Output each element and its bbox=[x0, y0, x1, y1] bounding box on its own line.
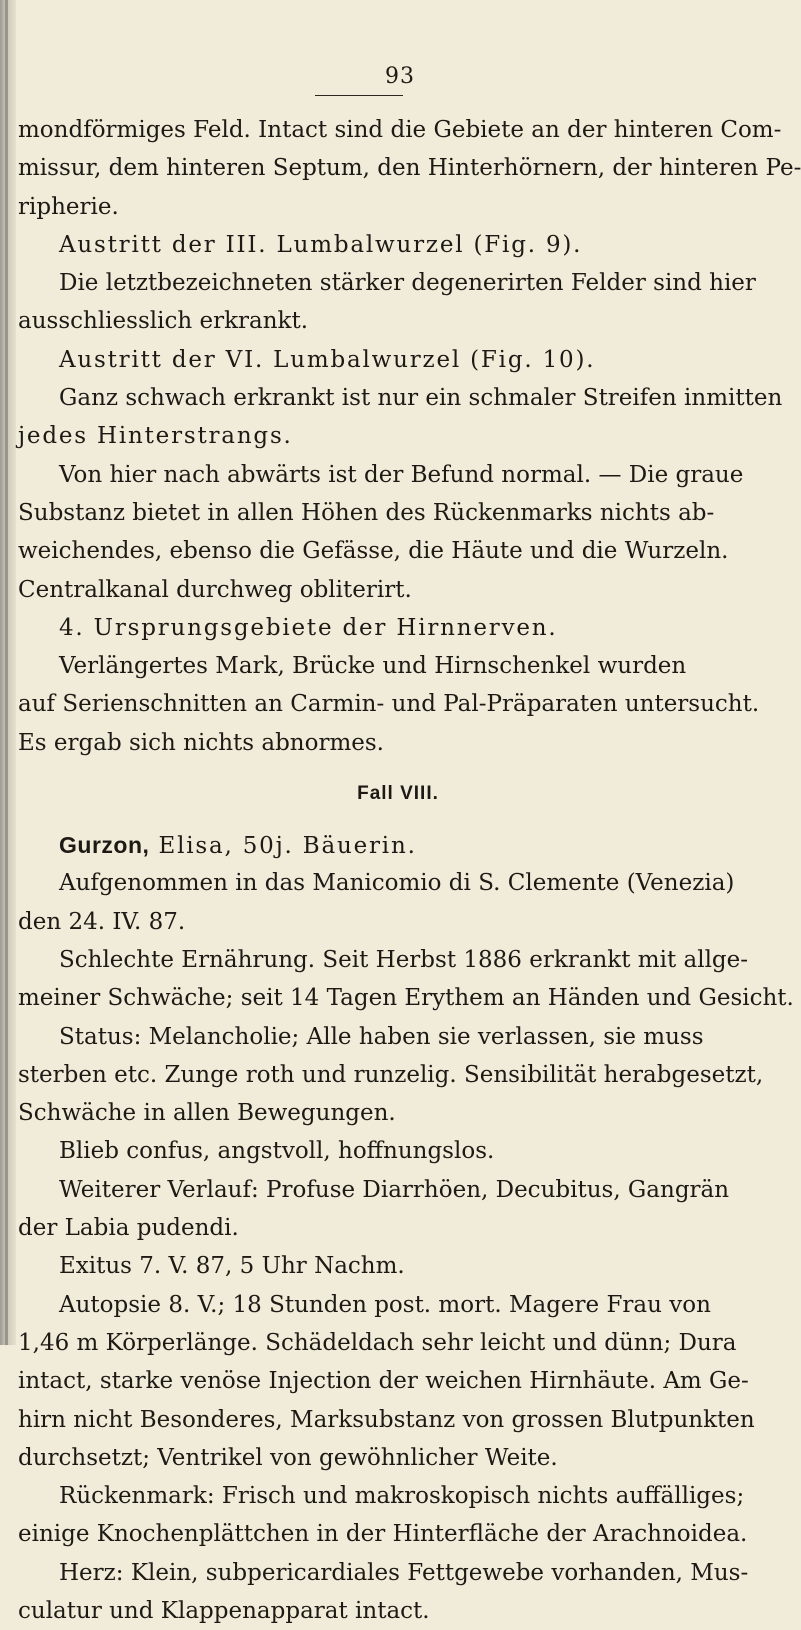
text-line: Blieb confus, angstvoll, hoffnungslos. bbox=[59, 1138, 495, 1165]
patient-name: Gurzon, bbox=[59, 832, 150, 859]
text-line: Schlechte Ernährung. Seit Herbst 1886 erkrankt mit allge- bbox=[59, 946, 749, 973]
text-line: mondförmiges Feld. Intact sind die Gebiete an der hinteren Com- bbox=[18, 117, 782, 143]
text-line: 4. Ursprungsgebiete der Hirnnerven. bbox=[59, 614, 558, 641]
patient-details: Elisa, 50j. Bäuerin. bbox=[149, 833, 417, 860]
text-line: Ganz schwach erkrankt ist nur ein schmaler Streifen inmitten bbox=[59, 385, 783, 412]
text-line: Schwäche in allen Bewegungen. bbox=[18, 1100, 396, 1127]
text-line: den 24. IV. 87. bbox=[18, 908, 186, 935]
text-line: Es ergab sich nichts abnormes. bbox=[18, 729, 384, 756]
text-line: missur, dem hinteren Septum, den Hinterhörnern, der hinteren Pe- bbox=[18, 155, 801, 182]
text-line: Status: Melancholie; Alle haben sie verlassen, sie muss bbox=[59, 1023, 704, 1050]
text-line: weichendes, ebenso die Gefässe, die Häute und die Wurzeln. bbox=[18, 538, 729, 565]
binding-shadow-line bbox=[5, 0, 8, 1345]
section-gap bbox=[18, 814, 778, 826]
patient-line bbox=[18, 826, 778, 864]
text-line: meiner Schwäche; seit 14 Tagen Erythem an Händen und Gesicht. bbox=[18, 985, 794, 1012]
text-line: Verlängertes Mark, Brücke und Hirnschenkel wurden bbox=[59, 653, 687, 680]
section-heading: Fall VIII. bbox=[357, 783, 439, 805]
text-line: Aufgenommen in das Manicomio di S. Clemente (Venezia) bbox=[59, 870, 735, 897]
text-line: durchsetzt; Ventrikel von gewöhnlicher Weite. bbox=[18, 1444, 558, 1471]
text-line: ripherie. bbox=[18, 193, 119, 220]
text-line: Herz: Klein, subpericardiales Fettgewebe vorhanden, Mus- bbox=[59, 1559, 749, 1586]
page-number: 93 bbox=[385, 64, 415, 89]
text-line: 1,46 m Körperlänge. Schädeldach sehr leicht und dünn; Dura bbox=[18, 1329, 737, 1356]
text-line: culatur und Klappenapparat intact. bbox=[18, 1597, 430, 1624]
text-line: Austritt der VI. Lumbalwurzel (Fig. 10). bbox=[59, 346, 596, 373]
text-line: Rückenmark: Frisch und makroskopisch nichts auffälliges; bbox=[59, 1483, 745, 1510]
text-line: Die letztbezeichneten stärker degenerirten Felder sind hier bbox=[59, 270, 756, 297]
text-line: sterben etc. Zunge roth und runzelig. Sensibilität herabgesetzt, bbox=[18, 1061, 764, 1088]
text-line: Substanz bietet in allen Höhen des Rückenmarks nichts ab- bbox=[18, 499, 715, 526]
text-line: Austritt der III. Lumbalwurzel (Fig. 9). bbox=[59, 231, 583, 258]
text-line: ausschliesslich erkrankt. bbox=[18, 308, 309, 335]
text-line: Exitus 7. V. 87, 5 Uhr Nachm. bbox=[59, 1253, 405, 1280]
text-line: auf Serienschnitten an Carmin- und Pal-Präparaten untersucht. bbox=[18, 691, 760, 718]
text-line: jedes Hinterstrangs. bbox=[18, 423, 293, 450]
text-line: einige Knochenplättchen in der Hinterfläche der Arachnoidea. bbox=[18, 1521, 748, 1548]
page-body bbox=[18, 111, 801, 1630]
text-line: der Labia pudendi. bbox=[18, 1215, 239, 1242]
text-line: Centralkanal durchweg obliterirt. bbox=[18, 576, 412, 603]
section-gap bbox=[18, 762, 778, 774]
binding-edge bbox=[0, 0, 16, 1345]
text-line: Weiterer Verlauf: Profuse Diarrhöen, Decubitus, Gangrän bbox=[59, 1176, 730, 1203]
text-line: intact, starke venöse Injection der weichen Hirnhäute. Am Ge- bbox=[18, 1368, 749, 1395]
text-line: hirn nicht Besonderes, Marksubstanz von grossen Blutpunkten bbox=[18, 1406, 755, 1433]
page-number-rule bbox=[315, 95, 403, 96]
text-line: Von hier nach abwärts ist der Befund normal. — Die graue bbox=[59, 461, 744, 488]
text-line: Autopsie 8. V.; 18 Stunden post. mort. Magere Frau von bbox=[59, 1291, 711, 1318]
